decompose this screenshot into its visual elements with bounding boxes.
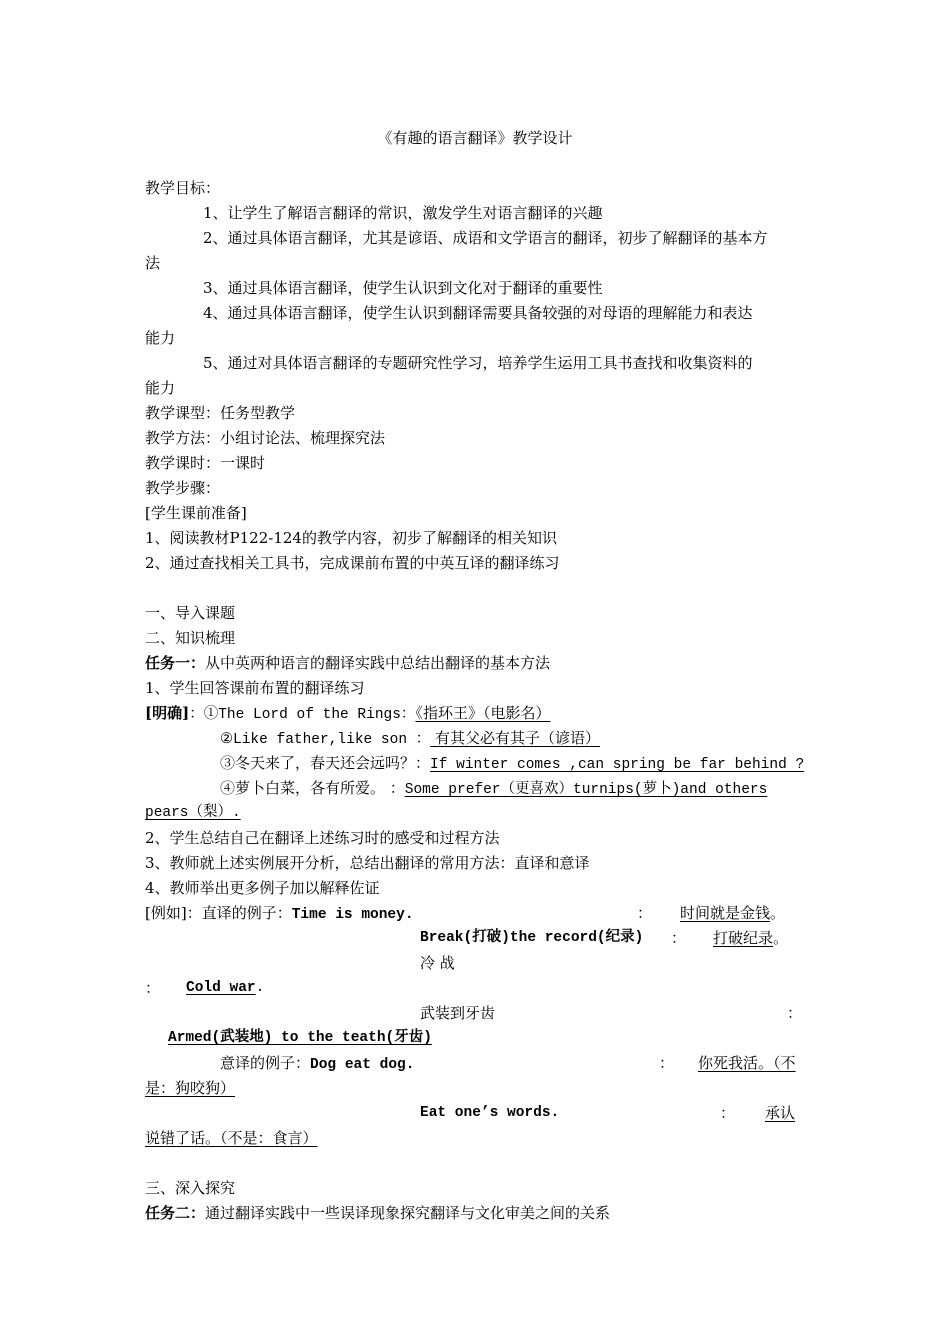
class-hours: 教学课时：一课时 bbox=[145, 454, 266, 472]
example-1-answer: 《指环王》（电影名） bbox=[415, 704, 551, 722]
objective-1: 1、让学生了解语言翻译的常识，激发学生对语言翻译的兴趣 bbox=[203, 204, 603, 222]
objective-3: 3、通过具体语言翻译，使学生认识到文化对于翻译的重要性 bbox=[203, 279, 603, 297]
section-1-heading: 一、导入课题 bbox=[145, 604, 236, 622]
example-3-answer: If winter comes ,can spring be far behind ? bbox=[430, 757, 805, 773]
free-1-answer: 你死我活。（不 bbox=[698, 1054, 796, 1072]
section-3-heading: 三、深入探究 bbox=[145, 1179, 236, 1197]
objective-5: 5、通过对具体语言翻译的专题研究性学习，培养学生运用工具书查找和收集资料的 bbox=[203, 354, 753, 372]
objective-5-cont: 能力 bbox=[145, 379, 176, 397]
task-1-step-2: 2、学生总结自己在翻译上述练习时的感受和过程方法 bbox=[145, 829, 500, 847]
literal-2-answer: 打破纪录 bbox=[713, 929, 774, 947]
prep-item-1: 1、阅读教材P122-124的教学内容，初步了解翻译的相关知识 bbox=[145, 529, 557, 547]
objective-2-cont: 法 bbox=[145, 254, 161, 272]
task-2-text: 通过翻译实践中一些误译现象探究翻译与文化审美之间的关系 bbox=[205, 1204, 611, 1222]
example-2 bbox=[220, 728, 600, 748]
task-2-label: 任务二： bbox=[145, 1204, 206, 1222]
example-3-source: ③冬天来了，春天还会远吗？： bbox=[220, 754, 431, 772]
example-4-answer-cont: pears（梨）. bbox=[145, 805, 241, 821]
task-1-label: 任务一： bbox=[145, 654, 206, 672]
prep-heading: [学生课前准备] bbox=[145, 504, 247, 522]
teaching-steps: 教学步骤： bbox=[145, 479, 221, 497]
free-1-answer-cont: 是：狗咬狗） bbox=[145, 1079, 236, 1097]
literal-1 bbox=[680, 903, 785, 923]
literal-4-answer: Armed(武装地) to the teath(牙齿) bbox=[168, 1030, 432, 1046]
task-1-step-4: 4、教师举出更多例子加以解释佐证 bbox=[145, 879, 380, 897]
course-type: 教学课型：任务型教学 bbox=[145, 404, 296, 422]
objective-2: 2、通过具体语言翻译，尤其是谚语、成语和文学语言的翻译，初步了解翻译的基本方 bbox=[203, 229, 768, 247]
literal-2 bbox=[713, 928, 788, 948]
example-4 bbox=[220, 778, 767, 798]
free-2-colon: ： bbox=[720, 1104, 736, 1122]
objective-4: 4、通过具体语言翻译，使学生认识到翻译需要具备较强的对母语的理解能力和表达 bbox=[203, 304, 753, 322]
free-2-answer: 承认 bbox=[765, 1104, 796, 1122]
section-2-heading: 二、知识梳理 bbox=[145, 629, 236, 647]
example-label: [例如]：直译的例子： bbox=[145, 904, 292, 922]
objective-4-cont: 能力 bbox=[145, 329, 176, 347]
task-1-step-1: 1、学生回答课前布置的翻译练习 bbox=[145, 679, 365, 697]
task-1-step-3: 3、教师就上述实例展开分析，总结出翻译的常用方法：直译和意译 bbox=[145, 854, 590, 872]
free-1-colon: ： bbox=[659, 1054, 675, 1072]
literal-2-source: Break(打破)the record(纪录) bbox=[420, 930, 644, 946]
literal-3-source: 冷 战 bbox=[420, 954, 455, 972]
literal-1-source: Time is money. bbox=[291, 907, 414, 923]
task-1-text: 从中英两种语言的翻译实践中总结出翻译的基本方法 bbox=[205, 654, 551, 672]
literal-3-answer: Cold war bbox=[186, 980, 256, 996]
clarify-label: [明确] bbox=[145, 704, 190, 722]
free-1-source: Dog eat dog. bbox=[310, 1057, 415, 1073]
example-2-source: ②Like father,like son ： bbox=[220, 732, 431, 748]
teaching-method: 教学方法：小组讨论法、梳理探究法 bbox=[145, 429, 386, 447]
free-example-label: 意译的例子： bbox=[220, 1054, 311, 1072]
example-1 bbox=[145, 703, 550, 723]
example-4-answer: Some prefer（更喜欢）turnips(萝卜)and others bbox=[404, 782, 768, 798]
document-title: 《有趣的语言翻译》教学设计 bbox=[377, 129, 573, 147]
literal-2-colon: ： bbox=[671, 929, 687, 947]
literal-4-source: 武装到牙齿 bbox=[420, 1004, 496, 1022]
literal-3 bbox=[186, 978, 264, 998]
example-1-source: ：①The Lord of the Rings： bbox=[189, 707, 416, 723]
task-1 bbox=[145, 653, 550, 673]
literal-example-label bbox=[145, 903, 414, 923]
literal-2-period: 。 bbox=[773, 929, 789, 947]
example-4-source: ④萝卜白菜，各有所爱。 ： bbox=[220, 779, 405, 797]
literal-3-colon: ： bbox=[145, 979, 161, 997]
literal-3-dot: . bbox=[255, 980, 265, 996]
free-example-1 bbox=[220, 1053, 414, 1073]
free-2-answer-cont: 说错了话。（不是：食言） bbox=[145, 1129, 318, 1147]
objectives-label: 教学目标： bbox=[145, 179, 221, 197]
prep-item-2: 2、通过查找相关工具书，完成课前布置的中英互译的翻译练习 bbox=[145, 554, 560, 572]
task-2 bbox=[145, 1203, 610, 1223]
free-2-source: Eat one’s words. bbox=[420, 1105, 560, 1121]
literal-1-period: 。 bbox=[770, 904, 786, 922]
example-3 bbox=[220, 753, 804, 773]
literal-1-colon: ： bbox=[637, 904, 653, 922]
example-2-answer: 有其父必有其子（谚语） bbox=[430, 729, 601, 747]
literal-1-answer: 时间就是金钱 bbox=[680, 904, 771, 922]
literal-4-colon: ： bbox=[787, 1004, 803, 1022]
